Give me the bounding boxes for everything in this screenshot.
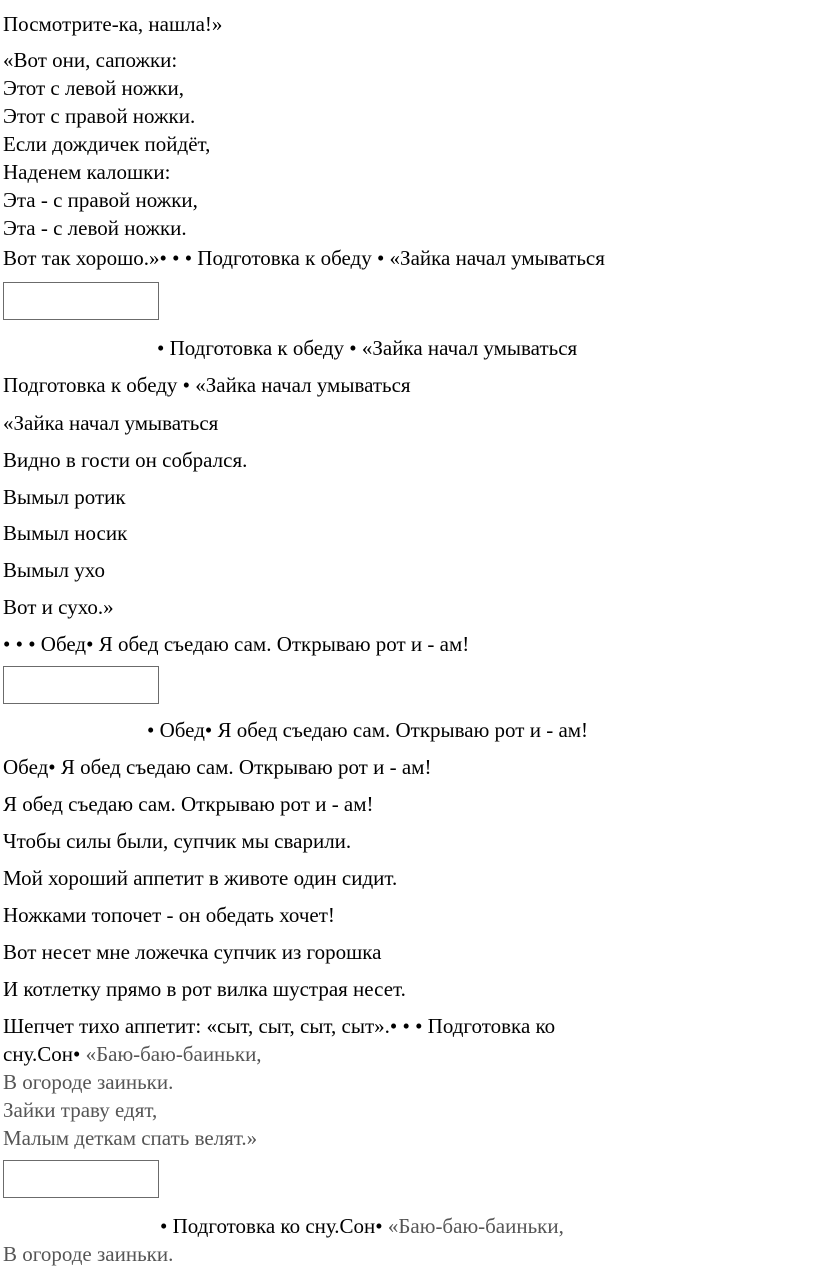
poem-line: Вымыл ротик	[3, 485, 126, 509]
text-span: «Баю-баю-баиньки,	[382, 1214, 564, 1238]
poem-line: Видно в гости он собрался.	[3, 448, 248, 472]
text-line: Наденем калошки:	[3, 160, 171, 184]
poem-line: Мой хороший аппетит в животе один сидит.	[3, 866, 398, 890]
image-placeholder	[3, 666, 159, 704]
text-line: Шепчет тихо аппетит: «сыт, сыт, сыт, сыт».• • • Подготовка ко	[3, 1014, 556, 1038]
text-line: • • • Обед• Я обед съедаю сам. Открываю рот и - ам!	[3, 632, 470, 656]
poem-line: Я обед съедаю сам. Открываю рот и - ам!	[3, 792, 374, 816]
poem-line: Вот и сухо.»	[3, 595, 114, 619]
text-span: сну.Сон•	[3, 1042, 81, 1066]
poem-line: Вымыл ухо	[3, 558, 105, 582]
poem-line: «Зайка начал умываться	[3, 411, 219, 435]
poem-line: Ножками топочет - он обедать хочет!	[3, 903, 335, 927]
image-placeholder	[3, 1160, 159, 1198]
section-heading: • Обед• Я обед съедаю сам. Открываю рот и - ам!	[147, 718, 589, 742]
text-line: Этот с левой ножки,	[3, 76, 184, 100]
text-line: Если дождичек пойдёт,	[3, 132, 211, 156]
text-line: «Вот они, сапожки:	[3, 48, 178, 72]
image-placeholder	[3, 282, 159, 320]
text-span: «Баю-баю-баиньки,	[80, 1042, 262, 1066]
poem-line: Вымыл носик	[3, 521, 128, 545]
poem-line: И котлетку прямо в рот вилка шустрая несет.	[3, 977, 406, 1001]
poem-line: Малым деткам спать велят.»	[3, 1126, 258, 1150]
text-line: Эта - с правой ножки,	[3, 188, 198, 212]
poem-line: Чтобы силы были, супчик мы сварили.	[3, 829, 352, 853]
text-line: Эта - с левой ножки.	[3, 216, 187, 240]
section-heading	[160, 1214, 564, 1238]
poem-line: Зайки траву едят,	[3, 1098, 158, 1122]
poem-line: В огороде заиньки.	[3, 1242, 174, 1266]
text-line: Вот так хорошо.»• • • Подготовка к обеду • «Зайка начал умываться	[3, 246, 605, 270]
section-heading: • Подготовка к обеду • «Зайка начал умываться	[157, 336, 578, 360]
text-line: Посмотрите-ка, нашла!»	[3, 12, 223, 36]
poem-line: Вот несет мне ложечка супчик из горошка	[3, 940, 382, 964]
text-line: Обед• Я обед съедаю сам. Открываю рот и - ам!	[3, 755, 432, 779]
text-line	[3, 1042, 262, 1066]
poem-line: В огороде заиньки.	[3, 1070, 174, 1094]
text-span: • Подготовка ко сну.Сон•	[160, 1214, 383, 1238]
text-line: Подготовка к обеду • «Зайка начал умываться	[3, 373, 411, 397]
text-line: Этот с правой ножки.	[3, 104, 196, 128]
